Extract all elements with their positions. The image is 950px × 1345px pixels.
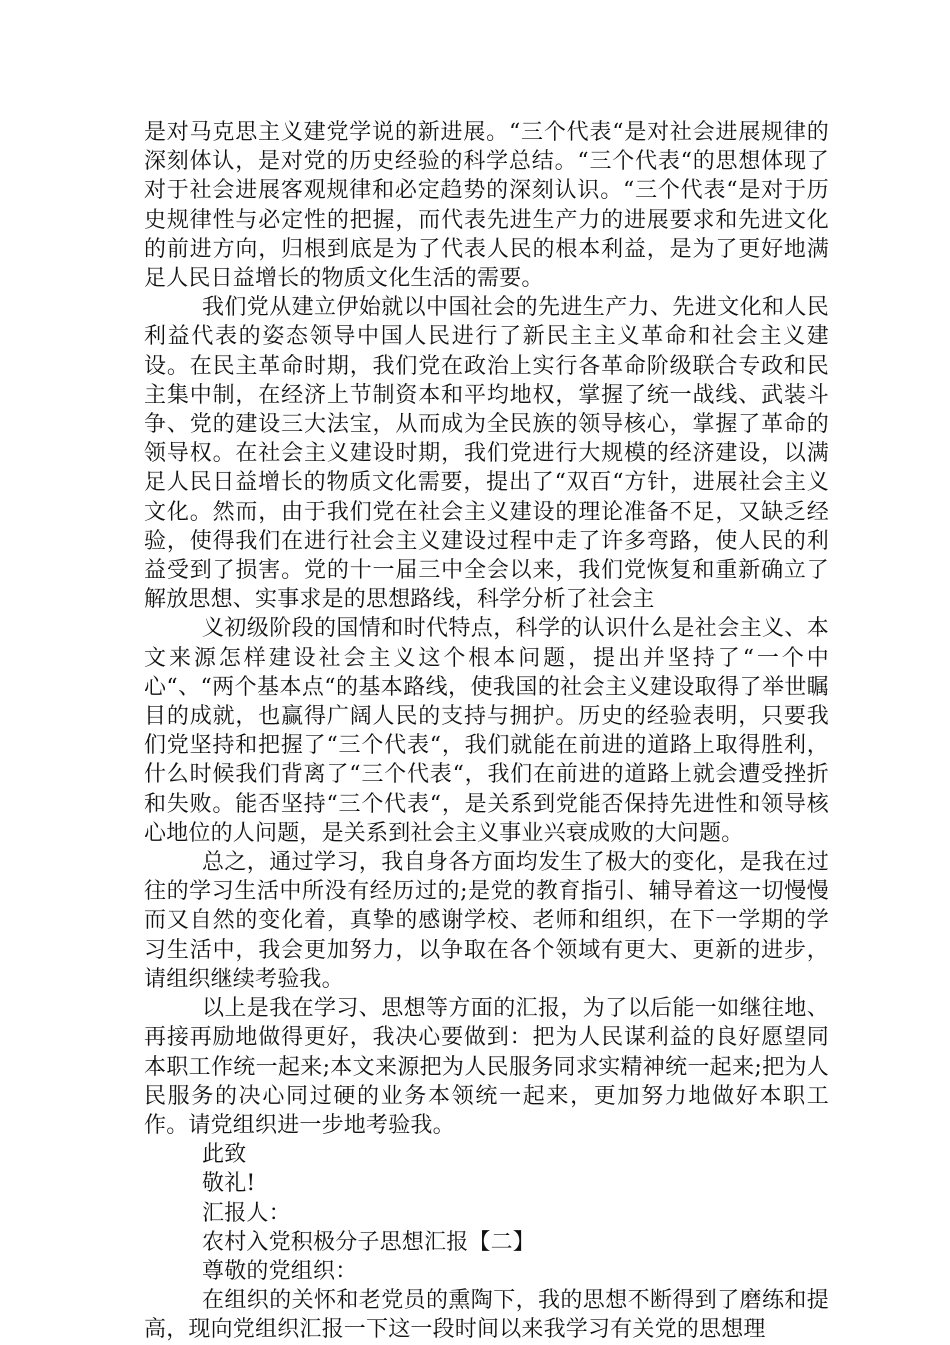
reporter-label: 汇报人： bbox=[202, 1200, 291, 1226]
paragraph-primary-stage: 义初级阶段的国情和时代特点，科学的认识什么是社会主义、本文来源怎样建设社会主义这个根本问题，提出并坚持了“一个中心“、“两个基本点“的基本路线，使我国的社会主义建设取得了举世瞩目的成就，也赢得广阔人民的支持与拥护。历史的经验表明，只要我们党坚持和把握了“三个代表“，我们就能在前进的道路上取得胜利，什么时候我们背离了“三个代表“，我们在前进的道路上就会遭受挫折和失败。能否坚持“三个代表“，是关系到党能否保持先进性和领导核心地位的人问题，是关系到社会主义事业兴衰成败的大问题。 bbox=[144, 616, 829, 846]
paragraph-party-building-theory: 是对马克思主义建党学说的新进展。“三个代表“是对社会进展规律的深刻体认，是对党的历史经验的科学总结。“三个代表“的思想体现了对于社会进展客观规律和必定趋势的深刻认识。“三个代表“是对于历史规律性与必定性的把握，而代表先进生产力的进展要求和先进文化的前进方向，归根到底是为了代表人民的根本利益，是为了更好地满足人民日益增长的物质文化生活的需要。 bbox=[144, 120, 829, 292]
closing-salutation: 此致 bbox=[202, 1142, 247, 1168]
document-page bbox=[144, 118, 829, 1345]
section-heading: 农村入党积极分子思想汇报【二】 bbox=[202, 1229, 536, 1255]
paragraph-summary: 总之，通过学习，我自身各方面均发生了极大的变化，是我在过往的学习生活中所没有经历过的;是党的教育指引、辅导着这一切慢慢而又自然的变化着，真挚的感谢学校、老师和组织，在下一学期的学习生活中，我会更加努力，以争取在各个领域有更大、更新的进步，请组织继续考验我。 bbox=[144, 850, 829, 992]
paragraph-resolution: 以上是我在学习、思想等方面的汇报，为了以后能一如继往地、再接再励地做得更好，我决心要做到：把为人民谋利益的良好愿望同本职工作统一起来;本文来源把为人民服务同求实精神统一起来;把为人民服务的决心同过硬的业务本领统一起来，更加努力地做好本职工作。请党组织进一步地考验我。 bbox=[144, 996, 829, 1138]
greeting: 尊敬的党组织： bbox=[202, 1258, 358, 1284]
closing-respect: 敬礼! bbox=[202, 1171, 256, 1197]
paragraph-party-history: 我们党从建立伊始就以中国社会的先进生产力、先进文化和人民利益代表的姿态领导中国人民进行了新民主主义革命和社会主义建设。在民主革命时期，我们党在政治上实行各革命阶级联合专政和民主集中制，在经济上节制资本和平均地权，掌握了统一战线、武装斗争、党的建设三大法宝，从而成为全民族的领导核心，掌握了革命的领导权。在社会主义建设时期，我们党进行大规模的经济建设，以满足人民日益增长的物质文化需要，提出了“双百“方针，进展社会主义文化。然而，由于我们党在社会主义建设的理论准备不足，又缺乏经验，使得我们在进行社会主义建设过程中走了许多弯路，使人民的利益受到了损害。党的十一届三中全会以来，我们党恢复和重新确立了解放思想、实事求是的思想路线，科学分析了社会主 bbox=[144, 295, 829, 613]
paragraph-intro: 在组织的关怀和老党员的熏陶下，我的思想不断得到了磨练和提高，现向党组织汇报一下这一段时间以来我学习有关党的思想理 bbox=[144, 1288, 829, 1343]
